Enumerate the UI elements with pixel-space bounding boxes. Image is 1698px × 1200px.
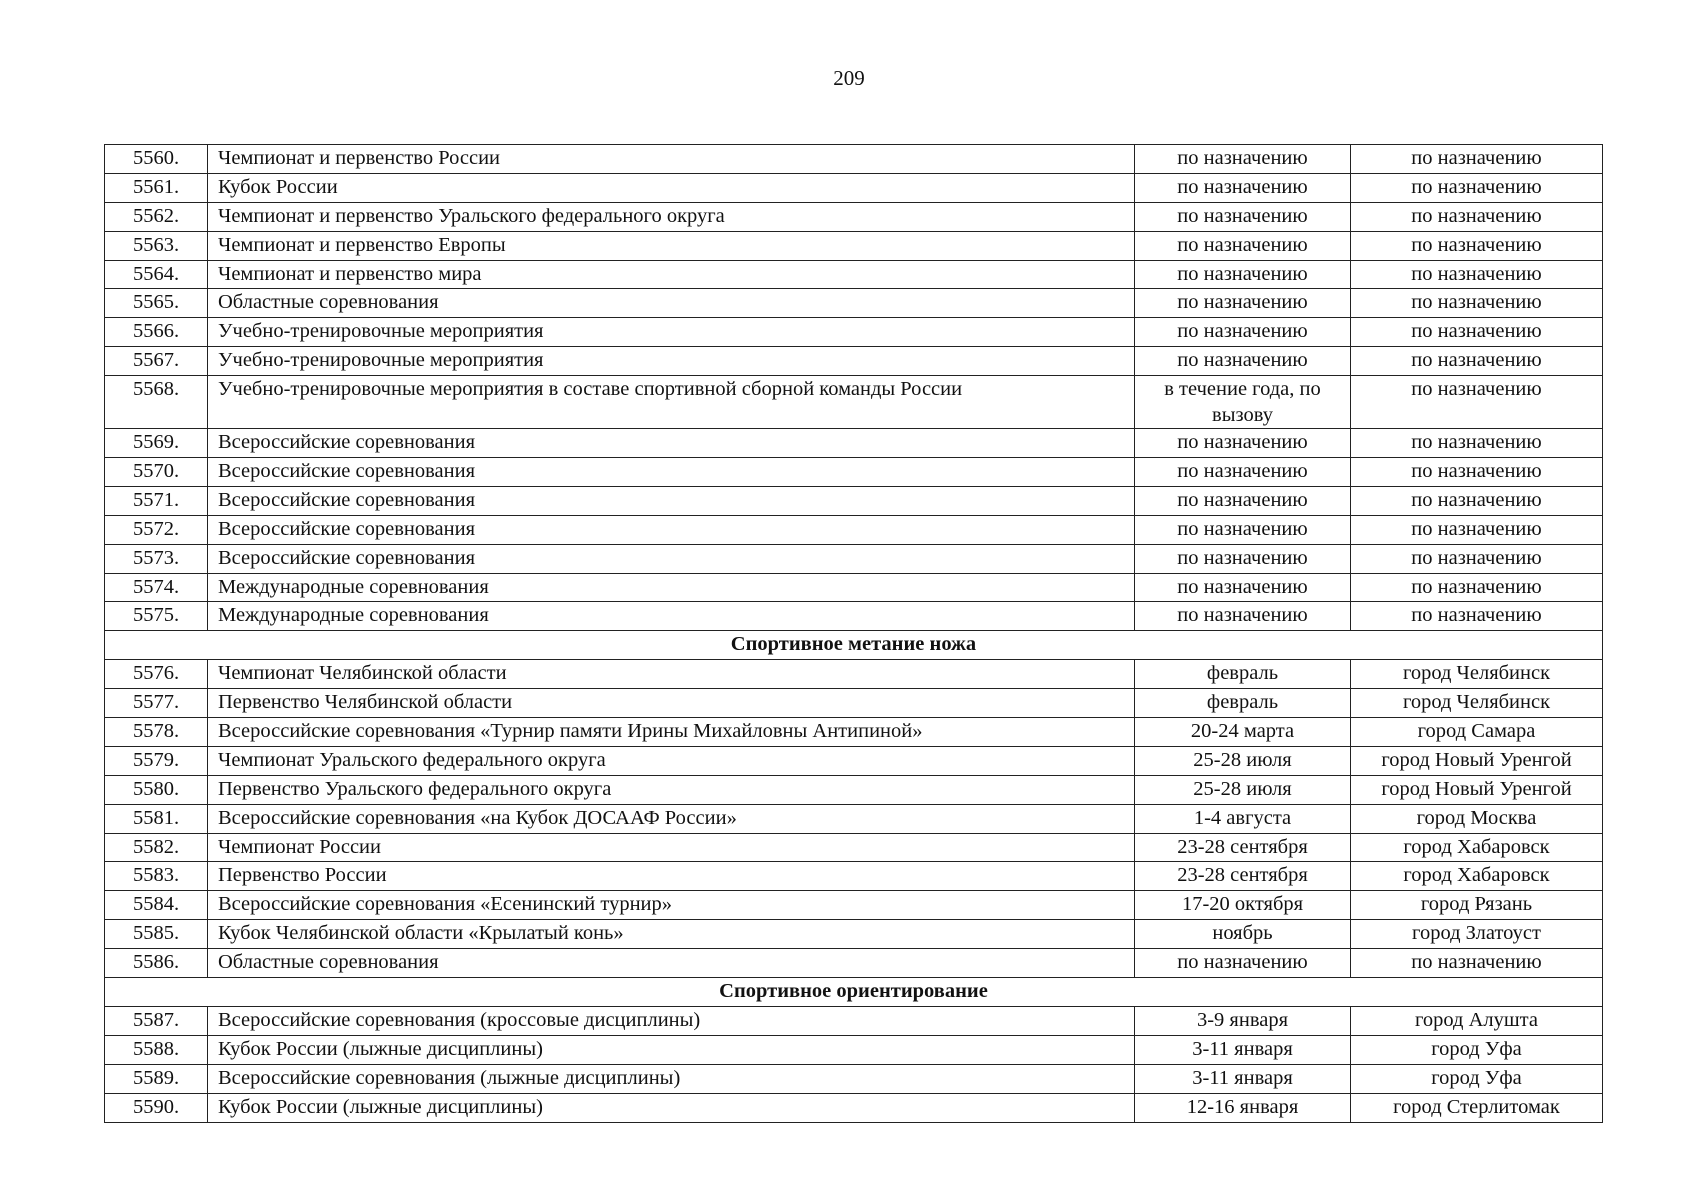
event-name: Всероссийские соревнования «Турнир памяти Ирины Михайловны Антипиной» bbox=[208, 718, 1135, 747]
event-name: Учебно-тренировочные мероприятия bbox=[208, 318, 1135, 347]
event-date: по назначению bbox=[1135, 318, 1351, 347]
event-number: 5576. bbox=[105, 660, 208, 689]
table-row bbox=[105, 804, 1603, 833]
table-row bbox=[105, 689, 1603, 718]
event-name: Всероссийские соревнования bbox=[208, 429, 1135, 458]
event-place: по назначению bbox=[1351, 145, 1603, 174]
event-place: по назначению bbox=[1351, 544, 1603, 573]
event-number: 5569. bbox=[105, 429, 208, 458]
event-place: по назначению bbox=[1351, 289, 1603, 318]
event-place: город Стерлитомак bbox=[1351, 1093, 1603, 1122]
event-place: по назначению bbox=[1351, 573, 1603, 602]
event-name: Чемпионат России bbox=[208, 833, 1135, 862]
event-name: Всероссийские соревнования bbox=[208, 458, 1135, 487]
event-place: город Уфа bbox=[1351, 1035, 1603, 1064]
table-row bbox=[105, 1093, 1603, 1122]
event-place: город Хабаровск bbox=[1351, 862, 1603, 891]
event-number: 5561. bbox=[105, 173, 208, 202]
event-number: 5585. bbox=[105, 920, 208, 949]
table-row bbox=[105, 1035, 1603, 1064]
event-name: Кубок России (лыжные дисциплины) bbox=[208, 1093, 1135, 1122]
table-row bbox=[105, 544, 1603, 573]
event-number: 5565. bbox=[105, 289, 208, 318]
event-number: 5566. bbox=[105, 318, 208, 347]
event-name: Областные соревнования bbox=[208, 949, 1135, 978]
event-name: Первенство Уральского федерального округа bbox=[208, 775, 1135, 804]
event-date: 12-16 января bbox=[1135, 1093, 1351, 1122]
event-name: Всероссийские соревнования «Есенинский турнир» bbox=[208, 891, 1135, 920]
event-name: Всероссийские соревнования (кроссовые дисциплины) bbox=[208, 1006, 1135, 1035]
section-header-row bbox=[105, 978, 1603, 1007]
event-place: по назначению bbox=[1351, 376, 1603, 429]
event-date: 3-9 января bbox=[1135, 1006, 1351, 1035]
table-row bbox=[105, 231, 1603, 260]
event-date: ноябрь bbox=[1135, 920, 1351, 949]
event-date: 20-24 марта bbox=[1135, 718, 1351, 747]
event-name: Всероссийские соревнования bbox=[208, 486, 1135, 515]
table-row bbox=[105, 173, 1603, 202]
event-number: 5572. bbox=[105, 515, 208, 544]
event-name: Первенство Челябинской области bbox=[208, 689, 1135, 718]
event-date: февраль bbox=[1135, 689, 1351, 718]
event-number: 5583. bbox=[105, 862, 208, 891]
event-name: Чемпионат Челябинской области bbox=[208, 660, 1135, 689]
event-number: 5563. bbox=[105, 231, 208, 260]
event-number: 5575. bbox=[105, 602, 208, 631]
event-name: Международные соревнования bbox=[208, 602, 1135, 631]
table-row bbox=[105, 202, 1603, 231]
event-number: 5570. bbox=[105, 458, 208, 487]
event-name: Всероссийские соревнования (лыжные дисциплины) bbox=[208, 1064, 1135, 1093]
table-row bbox=[105, 862, 1603, 891]
table-row bbox=[105, 775, 1603, 804]
event-number: 5586. bbox=[105, 949, 208, 978]
event-place: по назначению bbox=[1351, 949, 1603, 978]
event-place: город Уфа bbox=[1351, 1064, 1603, 1093]
table-row bbox=[105, 660, 1603, 689]
event-place: по назначению bbox=[1351, 231, 1603, 260]
table-row bbox=[105, 429, 1603, 458]
table-row bbox=[105, 318, 1603, 347]
event-number: 5564. bbox=[105, 260, 208, 289]
event-name: Учебно-тренировочные мероприятия в составе спортивной сборной команды России bbox=[208, 376, 1135, 429]
events-table-body bbox=[105, 145, 1603, 1123]
event-name: Первенство России bbox=[208, 862, 1135, 891]
event-date: по назначению bbox=[1135, 602, 1351, 631]
page-number: 209 bbox=[833, 66, 865, 90]
event-place: по назначению bbox=[1351, 458, 1603, 487]
event-number: 5587. bbox=[105, 1006, 208, 1035]
table-row bbox=[105, 746, 1603, 775]
event-number: 5579. bbox=[105, 746, 208, 775]
table-row bbox=[105, 891, 1603, 920]
event-name: Чемпионат и первенство мира bbox=[208, 260, 1135, 289]
section-title: Спортивное метание ножа bbox=[105, 631, 1603, 660]
event-number: 5589. bbox=[105, 1064, 208, 1093]
event-date: по назначению bbox=[1135, 145, 1351, 174]
event-date: по назначению bbox=[1135, 173, 1351, 202]
event-date: по назначению bbox=[1135, 289, 1351, 318]
table-row bbox=[105, 376, 1603, 429]
event-place: город Рязань bbox=[1351, 891, 1603, 920]
event-name: Чемпионат и первенство Уральского федерального округа bbox=[208, 202, 1135, 231]
event-date: 25-28 июля bbox=[1135, 775, 1351, 804]
event-name: Учебно-тренировочные мероприятия bbox=[208, 347, 1135, 376]
event-place: город Новый Уренгой bbox=[1351, 775, 1603, 804]
event-place: город Москва bbox=[1351, 804, 1603, 833]
event-number: 5568. bbox=[105, 376, 208, 429]
event-date: по назначению bbox=[1135, 202, 1351, 231]
event-number: 5580. bbox=[105, 775, 208, 804]
event-date: по назначению bbox=[1135, 347, 1351, 376]
section-title: Спортивное ориентирование bbox=[105, 978, 1603, 1007]
table-row bbox=[105, 1064, 1603, 1093]
table-row bbox=[105, 486, 1603, 515]
event-place: по назначению bbox=[1351, 173, 1603, 202]
event-date: по назначению bbox=[1135, 573, 1351, 602]
event-number: 5574. bbox=[105, 573, 208, 602]
table-row bbox=[105, 573, 1603, 602]
event-number: 5578. bbox=[105, 718, 208, 747]
event-number: 5573. bbox=[105, 544, 208, 573]
event-date: по назначению bbox=[1135, 486, 1351, 515]
table-row bbox=[105, 920, 1603, 949]
event-place: по назначению bbox=[1351, 347, 1603, 376]
event-place: город Новый Уренгой bbox=[1351, 746, 1603, 775]
event-place: город Хабаровск bbox=[1351, 833, 1603, 862]
event-name: Кубок России bbox=[208, 173, 1135, 202]
event-name: Всероссийские соревнования bbox=[208, 515, 1135, 544]
event-number: 5562. bbox=[105, 202, 208, 231]
event-number: 5590. bbox=[105, 1093, 208, 1122]
event-place: по назначению bbox=[1351, 602, 1603, 631]
event-place: по назначению bbox=[1351, 515, 1603, 544]
table-row bbox=[105, 289, 1603, 318]
event-place: по назначению bbox=[1351, 429, 1603, 458]
event-name: Чемпионат Уральского федерального округа bbox=[208, 746, 1135, 775]
event-place: по назначению bbox=[1351, 202, 1603, 231]
section-header-row bbox=[105, 631, 1603, 660]
event-date: по назначению bbox=[1135, 429, 1351, 458]
table-row bbox=[105, 833, 1603, 862]
event-number: 5577. bbox=[105, 689, 208, 718]
event-place: по назначению bbox=[1351, 486, 1603, 515]
event-date: по назначению bbox=[1135, 949, 1351, 978]
event-place: город Златоуст bbox=[1351, 920, 1603, 949]
event-place: по назначению bbox=[1351, 260, 1603, 289]
event-name: Чемпионат и первенство России bbox=[208, 145, 1135, 174]
event-place: город Челябинск bbox=[1351, 660, 1603, 689]
events-table bbox=[104, 144, 1603, 1123]
table-row bbox=[105, 718, 1603, 747]
event-name: Кубок Челябинской области «Крылатый конь» bbox=[208, 920, 1135, 949]
event-number: 5571. bbox=[105, 486, 208, 515]
table-row bbox=[105, 949, 1603, 978]
event-date: в течение года, по вызову bbox=[1135, 376, 1351, 429]
event-name: Всероссийские соревнования «на Кубок ДОСААФ России» bbox=[208, 804, 1135, 833]
event-name: Кубок России (лыжные дисциплины) bbox=[208, 1035, 1135, 1064]
event-number: 5567. bbox=[105, 347, 208, 376]
table-row bbox=[105, 1006, 1603, 1035]
table-row bbox=[105, 602, 1603, 631]
event-date: 23-28 сентября bbox=[1135, 862, 1351, 891]
event-number: 5560. bbox=[105, 145, 208, 174]
table-row bbox=[105, 145, 1603, 174]
event-date: 3-11 января bbox=[1135, 1035, 1351, 1064]
event-date: по назначению bbox=[1135, 458, 1351, 487]
table-row bbox=[105, 347, 1603, 376]
event-name: Всероссийские соревнования bbox=[208, 544, 1135, 573]
event-name: Областные соревнования bbox=[208, 289, 1135, 318]
event-date: по назначению bbox=[1135, 231, 1351, 260]
event-place: город Челябинск bbox=[1351, 689, 1603, 718]
event-place: город Самара bbox=[1351, 718, 1603, 747]
event-place: по назначению bbox=[1351, 318, 1603, 347]
event-date: по назначению bbox=[1135, 260, 1351, 289]
event-date: 17-20 октября bbox=[1135, 891, 1351, 920]
event-date: февраль bbox=[1135, 660, 1351, 689]
event-date: 23-28 сентября bbox=[1135, 833, 1351, 862]
table-row bbox=[105, 515, 1603, 544]
event-name: Чемпионат и первенство Европы bbox=[208, 231, 1135, 260]
event-number: 5584. bbox=[105, 891, 208, 920]
event-date: по назначению bbox=[1135, 544, 1351, 573]
event-number: 5588. bbox=[105, 1035, 208, 1064]
event-number: 5581. bbox=[105, 804, 208, 833]
event-date: 25-28 июля bbox=[1135, 746, 1351, 775]
event-date: по назначению bbox=[1135, 515, 1351, 544]
event-name: Международные соревнования bbox=[208, 573, 1135, 602]
table-row bbox=[105, 458, 1603, 487]
event-date: 1-4 августа bbox=[1135, 804, 1351, 833]
event-number: 5582. bbox=[105, 833, 208, 862]
event-date: 3-11 января bbox=[1135, 1064, 1351, 1093]
event-place: город Алушта bbox=[1351, 1006, 1603, 1035]
table-row bbox=[105, 260, 1603, 289]
